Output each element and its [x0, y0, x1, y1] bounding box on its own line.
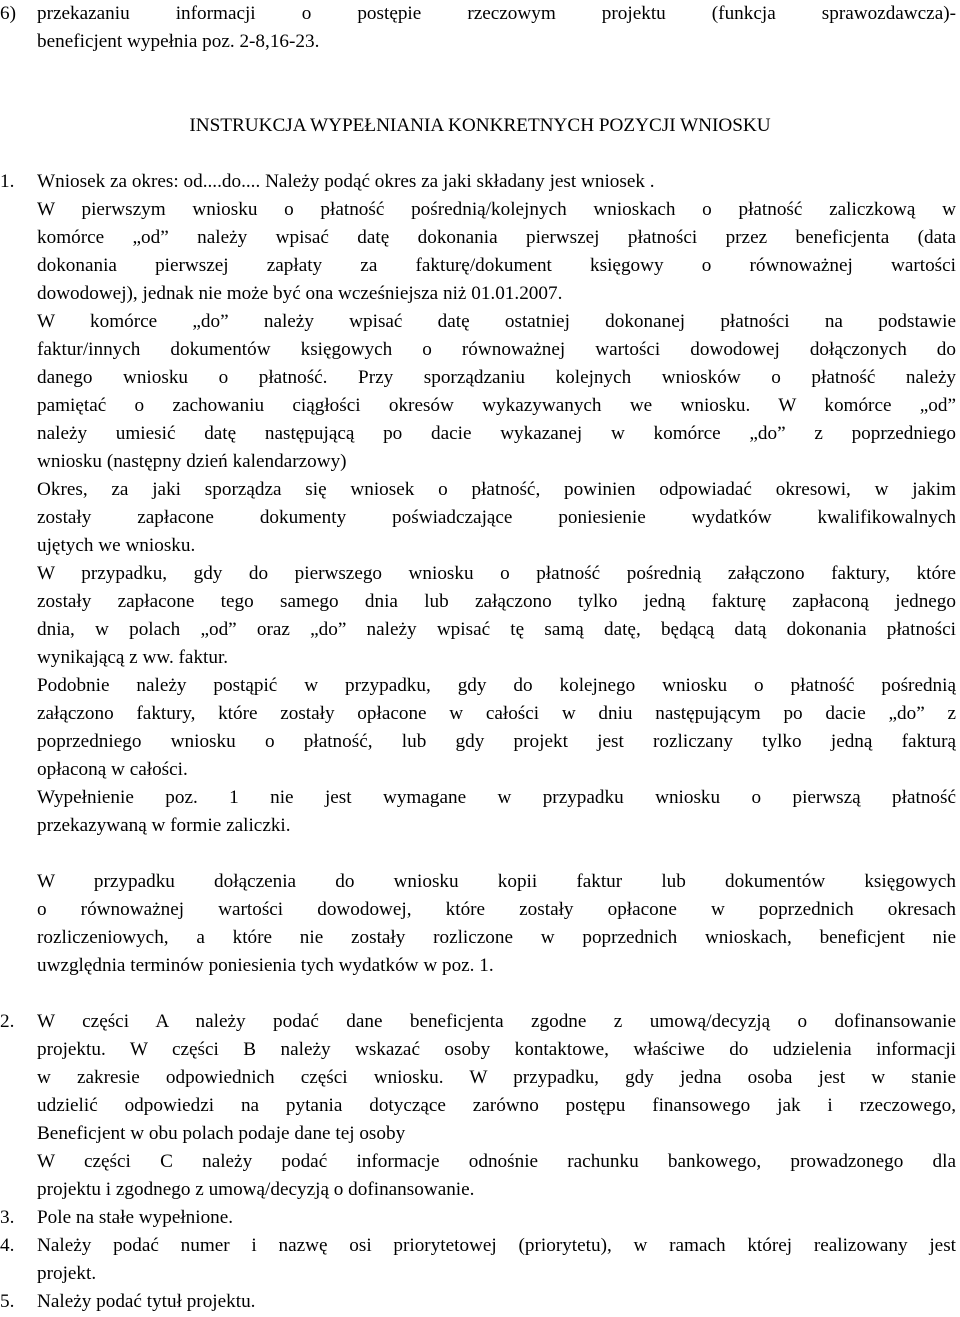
item1-line — [0, 728, 960, 756]
item2-text: udzielić odpowiedzi na pytania dotyczące zarówno postępu finansowego jak i rzeczowego, — [37, 1095, 956, 1116]
item2-line — [0, 1036, 960, 1064]
item1-line — [0, 952, 960, 980]
item5-number: 5. — [0, 1291, 15, 1312]
item1-number: 1. — [0, 171, 15, 192]
item1-line — [0, 392, 960, 420]
item1-line — [0, 336, 960, 364]
item2-line — [0, 1092, 960, 1120]
item1-line — [0, 532, 960, 560]
item1-text: uwzględnia terminów poniesienia tych wydatków w poz. 1. — [37, 955, 494, 976]
item2-line — [0, 1148, 960, 1176]
item1-text: przekazywaną w formie zaliczki. — [37, 815, 291, 836]
item1-line — [0, 504, 960, 532]
item1-line — [0, 644, 960, 672]
item1-text: W przypadku, gdy do pierwszego wniosku o płatność pośrednią załączono faktury, które — [37, 563, 956, 584]
item2-text: Beneficjent w obu polach podaje dane tej osoby — [37, 1123, 406, 1144]
item1-text: Wypełnienie poz. 1 nie jest wymagane w przypadku wniosku o pierwszą płatność — [37, 787, 956, 808]
item1-line — [0, 672, 960, 700]
item1-text: wynikającą z ww. faktur. — [37, 647, 229, 668]
item1-text: faktur/innych dokumentów księgowych o równoważnej wartości dowodowej dołączonych do — [37, 339, 956, 360]
item2-line — [0, 1008, 960, 1036]
item3-text: Pole na stałe wypełnione. — [37, 1207, 234, 1228]
item3-number: 3. — [0, 1207, 15, 1228]
item1-line — [0, 560, 960, 588]
item1-text: W przypadku dołączenia do wniosku kopii faktur lub dokumentów księgowych — [37, 871, 956, 892]
item6-number: 6) — [0, 3, 16, 24]
item1-text: załączono faktury, które zostały opłacone w całości w dniu następującym po dacie „do” z — [37, 703, 956, 724]
item1-text: dnia, w polach „od” oraz „do” należy wpisać tę samą datę, będącą datą dokonania płatności — [37, 619, 956, 640]
item1-text: danego wniosku o płatność. Przy sporządzaniu kolejnych wniosków o płatność należy — [37, 367, 956, 388]
section-heading: INSTRUKCJA WYPEŁNIANIA KONKRETNYCH POZYCJI WNIOSKU — [189, 115, 771, 136]
item2-number: 2. — [0, 1011, 15, 1032]
item4-line — [0, 1260, 960, 1288]
item1-line — [0, 784, 960, 812]
item1-line — [0, 924, 960, 952]
item1-line — [0, 196, 960, 224]
item6-line — [0, 28, 960, 56]
item1-line — [0, 756, 960, 784]
item1-line — [0, 700, 960, 728]
item2-text: projektu. W części B należy wskazać osoby kontaktowe, właściwe do udzielenia informacji — [37, 1039, 956, 1060]
item1-line — [0, 448, 960, 476]
item1-line — [0, 616, 960, 644]
item1-text: dowodowej), jednak nie może być ona wcześniejsza niż 01.01.2007. — [37, 283, 563, 304]
item1-line — [0, 168, 960, 196]
item6-text: przekazaniu informacji o postępie rzeczowym projektu (funkcja sprawozdawcza)- — [37, 3, 956, 24]
item1-text: należy umiesić datę następującą po dacie wykazanej w komórce „do” z poprzedniego — [37, 423, 956, 444]
item1-text: Wniosek za okres: od....do.... Należy podąć okres za jaki składany jest wniosek . — [37, 171, 655, 192]
item2-text: W części A należy podać dane beneficjenta zgodne z umową/decyzją o dofinansowanie — [37, 1011, 956, 1032]
item1-line — [0, 420, 960, 448]
item1-line — [0, 896, 960, 924]
item2-line — [0, 1064, 960, 1092]
item4-text: Należy podać numer i nazwę osi priorytetowej (priorytetu), w ramach której realizowany jest — [37, 1235, 956, 1256]
item1-text: komórce „od” należy wpisać datę dokonania pierwszej płatności przez beneficjenta (data — [37, 227, 956, 248]
item1-text: Podobnie należy postąpić w przypadku, gdy do kolejnego wniosku o płatność pośrednią — [37, 675, 956, 696]
item1-text: ujętych we wniosku. — [37, 535, 196, 556]
item4-line — [0, 1232, 960, 1260]
item1-text: opłaconą w całości. — [37, 759, 188, 780]
item1-line — [0, 588, 960, 616]
item4-text: projekt. — [37, 1263, 97, 1284]
item2-text: W części C należy podać informacje odnośnie rachunku bankowego, prowadzonego dla — [37, 1151, 956, 1172]
item1-text: W komórce „do” należy wpisać datę ostatniej dokonanej płatności na podstawie — [37, 311, 956, 332]
item6-text: beneficjent wypełnia poz. 2-8,16-23. — [37, 31, 320, 52]
item2-line — [0, 1120, 960, 1148]
item1-line — [0, 280, 960, 308]
item2-text: w zakresie odpowiednich części wniosku. W przypadku, gdy jedna osoba jest w stanie — [37, 1067, 956, 1088]
item3-line — [0, 1204, 960, 1232]
item2-line — [0, 1176, 960, 1204]
item5-text: Należy podać tytuł projektu. — [37, 1291, 256, 1312]
item1-text: Okres, za jaki sporządza się wniosek o płatność, powinien odpowiadać okresowi, w jakim — [37, 479, 956, 500]
item1-text: rozliczeniowych, a które nie zostały rozliczone w poprzednich wnioskach, beneficjent nie — [37, 927, 956, 948]
item6-line — [0, 0, 960, 28]
item1-line — [0, 812, 960, 840]
item1-text: o równoważnej wartości dowodowej, które zostały opłacone w poprzednich okresach — [37, 899, 956, 920]
item1-line — [0, 476, 960, 504]
item1-text: dokonania pierwszej zapłaty za fakturę/dokument księgowy o równoważnej wartości — [37, 255, 956, 276]
item1-line — [0, 252, 960, 280]
item5-line — [0, 1288, 960, 1316]
item4-number: 4. — [0, 1235, 15, 1256]
item1-text: W pierwszym wniosku o płatność pośrednią/kolejnych wnioskach o płatność zaliczkową w — [37, 199, 956, 220]
item1-text: pamiętać o zachowaniu ciągłości okresów wykazywanych we wniosku. W komórce „od” — [37, 395, 956, 416]
item2-text: projektu i zgodnego z umową/decyzją o dofinansowanie. — [37, 1179, 475, 1200]
item1-line — [0, 868, 960, 896]
item1-line — [0, 364, 960, 392]
item1-text: zostały zapłacone tego samego dnia lub załączono tylko jedną fakturę zapłaconą jednego — [37, 591, 956, 612]
item1-text: poprzedniego wniosku o płatność, lub gdy projekt jest rozliczany tylko jedną fakturą — [37, 731, 956, 752]
item1-line — [0, 224, 960, 252]
item1-text: zostały zapłacone dokumenty poświadczające poniesienie wydatków kwalifikowalnych — [37, 507, 956, 528]
item1-text: wniosku (następny dzień kalendarzowy) — [37, 451, 347, 472]
item1-line — [0, 308, 960, 336]
